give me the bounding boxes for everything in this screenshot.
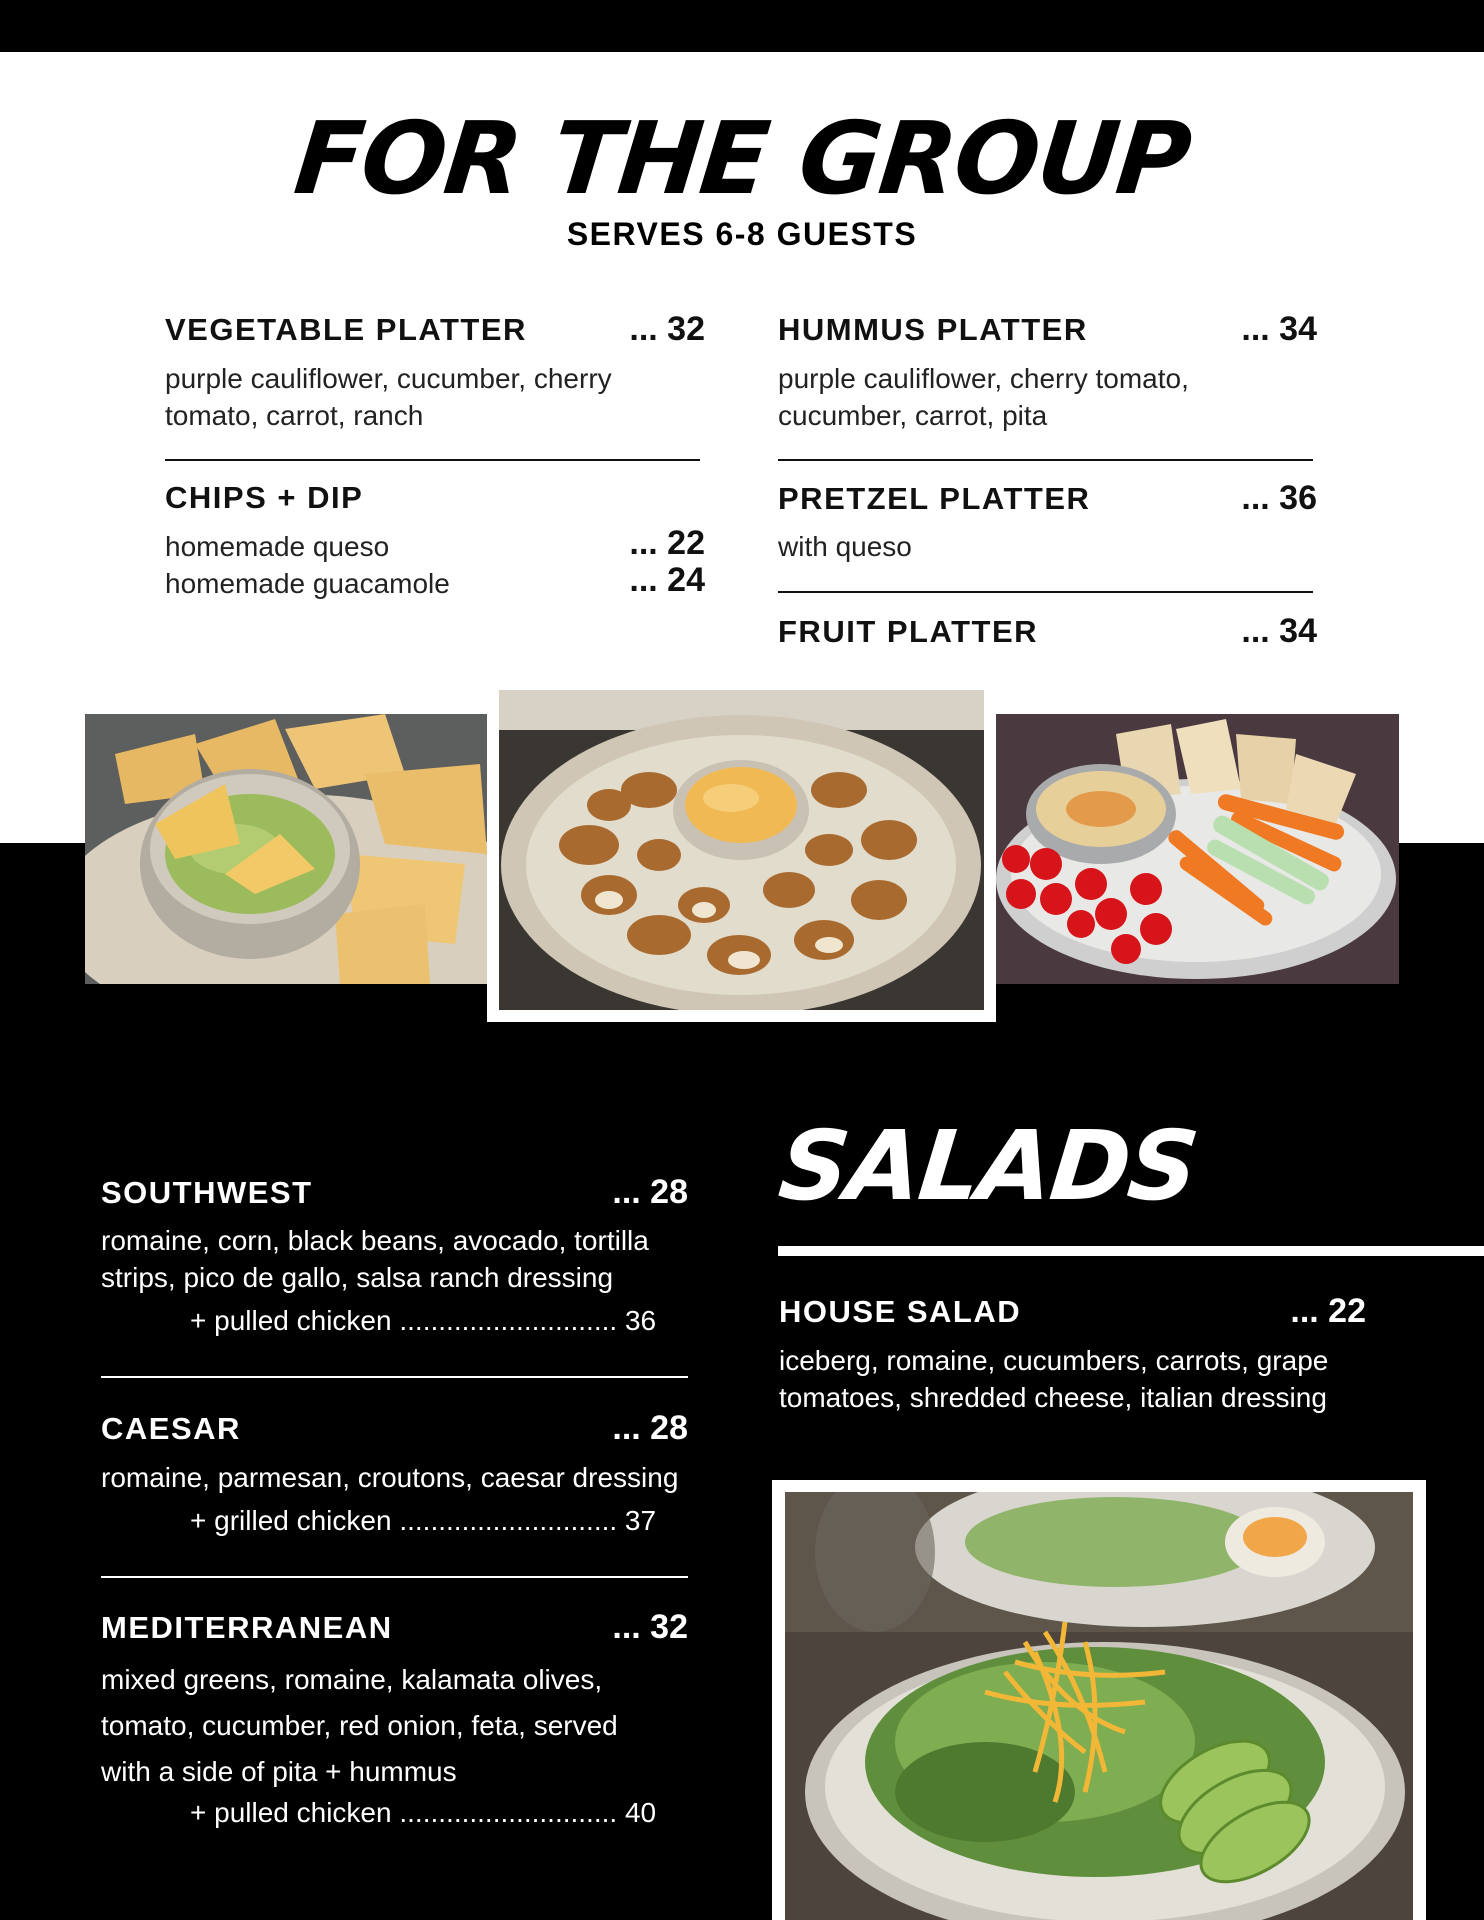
menu-item-addon: + grilled chicken ............................ 37 <box>190 1505 657 1536</box>
divider <box>165 459 700 461</box>
salads-section-title: SALADS <box>774 1110 1202 1222</box>
menu-item-price: ... 34 <box>1241 612 1317 650</box>
menu-item-option: homemade queso <box>165 531 390 562</box>
menu-item-description: romaine, corn, black beans, avocado, tortilla strips, pico de gallo, salsa ranch dressing <box>101 1225 649 1293</box>
menu-item-addon: + pulled chicken ............................ 36 <box>190 1305 657 1336</box>
group-section-title: FOR THE GROUP <box>289 100 1195 217</box>
menu-item-name: PRETZEL PLATTER <box>778 481 1091 516</box>
hummus-platter-photo <box>996 714 1399 984</box>
menu-item-name: FRUIT PLATTER <box>778 614 1039 649</box>
salads-title-rule <box>778 1246 1484 1256</box>
menu-item-option-price: ... 22 <box>629 524 705 562</box>
menu-item-option: homemade guacamole <box>165 568 450 599</box>
top-black-bar <box>0 0 1484 52</box>
menu-item-name: MEDITERRANEAN <box>101 1610 393 1645</box>
divider <box>778 591 1313 593</box>
menu-item-price: ... 36 <box>1241 479 1317 517</box>
menu-item-name: CAESAR <box>101 1411 241 1446</box>
menu-item-price: ... 22 <box>1290 1292 1366 1330</box>
chips-guacamole-photo <box>85 714 487 984</box>
menu-item-price: ... 34 <box>1241 310 1317 348</box>
menu-item-addon: + pulled chicken ............................ 40 <box>190 1797 657 1828</box>
menu-item-price: ... 28 <box>612 1173 688 1211</box>
divider <box>101 1376 688 1378</box>
menu-item-description: purple cauliflower, cherry tomato, cucumber, carrot, pita <box>778 363 1189 431</box>
menu-item-description: mixed greens, romaine, kalamata olives, tomato, cucumber, red onion, feta, served with a side of pita + hummus <box>101 1664 618 1787</box>
house-salad-photo <box>785 1492 1413 1920</box>
menu-item-name: VEGETABLE PLATTER <box>165 312 527 347</box>
menu-item-description: romaine, parmesan, croutons, caesar dressing <box>101 1462 679 1493</box>
divider <box>778 459 1313 461</box>
divider <box>101 1576 688 1578</box>
menu-item-option-price: ... 24 <box>629 561 705 599</box>
pretzel-platter-photo <box>499 690 984 1010</box>
menu-item-price: ... 32 <box>629 310 705 348</box>
menu-item-price: ... 32 <box>612 1608 688 1646</box>
menu-item-description: iceberg, romaine, cucumbers, carrots, grape tomatoes, shredded cheese, italian dressing <box>779 1345 1329 1413</box>
group-section-subtitle: SERVES 6-8 GUESTS <box>566 216 918 252</box>
menu-item-name: HUMMUS PLATTER <box>778 312 1088 347</box>
menu-item-name: CHIPS + DIP <box>165 480 364 515</box>
menu-item-name: HOUSE SALAD <box>779 1294 1022 1329</box>
menu-item-name: SOUTHWEST <box>101 1175 313 1210</box>
menu-item-description: purple cauliflower, cucumber, cherry tomato, carrot, ranch <box>165 363 612 431</box>
menu-item-description: with queso <box>778 531 912 562</box>
menu-item-price: ... 28 <box>612 1409 688 1447</box>
